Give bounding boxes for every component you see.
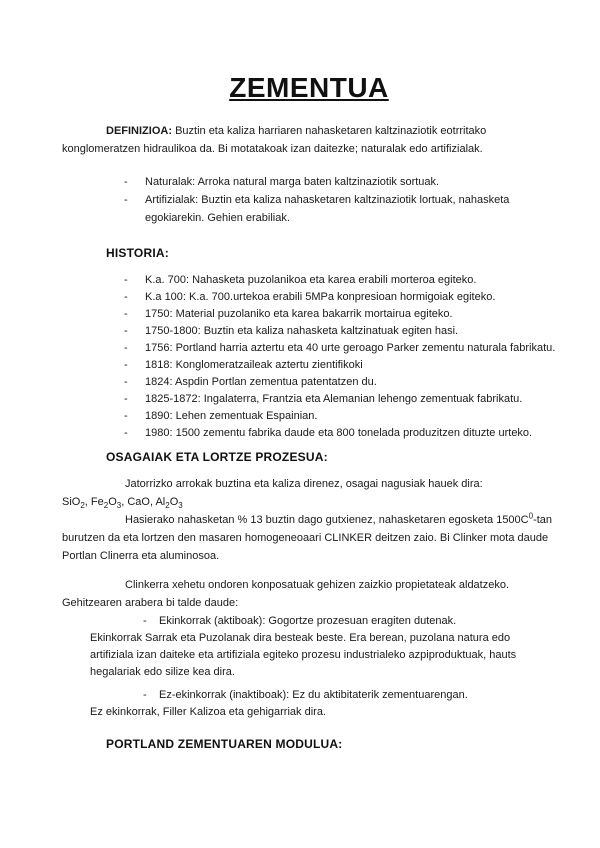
list-item [124,173,556,191]
dash-bullet: - [124,427,128,439]
active-additives-item [143,612,556,630]
list-item [124,374,556,391]
list-item [124,340,556,357]
type-list [62,173,556,227]
clinker-intro: Clinkerra xehetu ondoren konposatuak gehizen zaizkio propietateak aldatzeko. Gehitzearen arabera bi talde daude: [62,579,510,609]
osagaiak-heading: OSAGAIAK ETA LORTZE PROZESUA: [106,450,328,464]
dash-bullet: - [124,325,128,337]
dash-bullet: - [124,176,128,188]
historia-heading: HISTORIA: [106,246,169,260]
dash-bullet: - [124,359,128,371]
definizioa-paragraph [62,122,556,158]
page-title: ZEMENTUA [229,72,389,103]
inactive-additives-item [143,686,556,704]
definizioa-text: Buztin eta kaliza harriaren nahasketaren kaltzinaziotik eotrritako konglomeratzen hidraulikoa da. Bi motatakoak izan daitezke; naturalak edo artifizialak. [62,125,487,155]
list-item-text: Artifizialak: Buztin eta kaliza nahasketaren kaltzinaziotik lortuak, nahasketa egokiarekin. Gehien erabiliak. [145,194,510,224]
list-item-text: 1890: Lehen zementuak Espainian. [145,410,318,422]
list-item-text: 1750: Material puzolaniko eta karea bakarrik mortairua egiteko. [145,308,453,320]
list-item-text: 1818: Konglomeratzaileak aztertu zientifikoki [145,359,363,371]
inactive-additives-text: Ez-ekinkorrak (inaktiboak): Ez du aktibitaterik zementuarengan. [159,689,468,701]
dash-bullet: - [143,689,147,701]
list-item [124,323,556,340]
inactive-additives-detail: Ez ekinkorrak, Filler Kalizoa eta gehigarriak dira. [90,706,326,718]
list-item [124,289,556,306]
list-item [124,272,556,289]
list-item-text: 1750-1800: Buztin eta kaliza nahasketa kaltzinatuak egiten hasi. [145,325,459,337]
list-item [124,425,556,442]
list-item-text: K.a. 700: Nahasketa puzolanikoa eta karea erabili morteroa egiteko. [145,274,477,286]
osagaiak-intro: Jatorrizko arrokak buztina eta kaliza direnez, osagai nagusiak hauek dira: [125,478,483,490]
list-item [124,191,556,227]
active-additives-detail: Ekinkorrak Sarrak eta Puzolanak dira besteak beste. Era berean, puzolana natura edo artifiziala izan daiteke eta artifiziala egiteko prozesu industrialeko azpiproduktuak, hauts hegalariak edo silize kea dira. [90,632,517,678]
list-item-text: K.a 100: K.a. 700.urtekoa erabili 5MPa konpresioan hormigoiak egiteko. [145,291,496,303]
chemical-formula: SiO$_2$, $Fe_2O_3$, CaO, $Al_2O_3$ [62,496,183,511]
dash-bullet: - [124,291,128,303]
dash-bullet: - [124,410,128,422]
list-item-text: 1756: Portland harria aztertu eta 40 urte geroago Parker zementu naturala fabrikatu. [145,342,556,354]
list-item [124,408,556,425]
dash-bullet: - [124,274,128,286]
dash-bullet: - [124,376,128,388]
dash-bullet: - [143,615,147,627]
dash-bullet: - [124,308,128,320]
active-additives-text: Ekinkorrak (aktiboak): Gogortze prozesuan eragiten dutenak. [159,615,457,627]
osagaiak-process: Hasierako nahasketan % 13 buztin dago gutxienez, nahasketaren egosketa $1500C^0-\tan$ burutzen da eta lortzen den masaren homogeneoaari CLINKER deitzen zaio. Bi Clinker mota daude Portlan Clinerra eta aluminosoa. [62,511,553,562]
list-item [124,306,556,323]
list-item-text: 1824: Aspdin Portlan zementua patentatzen du. [145,376,377,388]
list-item-text: 1980: 1500 zementu fabrika daude eta 800 tonelada produzitzen dituzte urteko. [145,427,533,439]
historia-list [62,272,556,442]
list-item [124,391,556,408]
portland-heading: PORTLAND ZEMENTUAREN MODULUA: [106,737,343,751]
list-item-text: 1825-1872: Ingalaterra, Frantzia eta Alemanian lehengo zementuak fabrikatu. [145,393,523,405]
dash-bullet: - [124,393,128,405]
dash-bullet: - [124,194,128,206]
list-item [124,357,556,374]
definizioa-label: DEFINIZIOA: [106,125,172,137]
list-item-text: Naturalak: Arroka natural marga baten kaltzinaziotik sortuak. [145,176,440,188]
dash-bullet: - [124,342,128,354]
